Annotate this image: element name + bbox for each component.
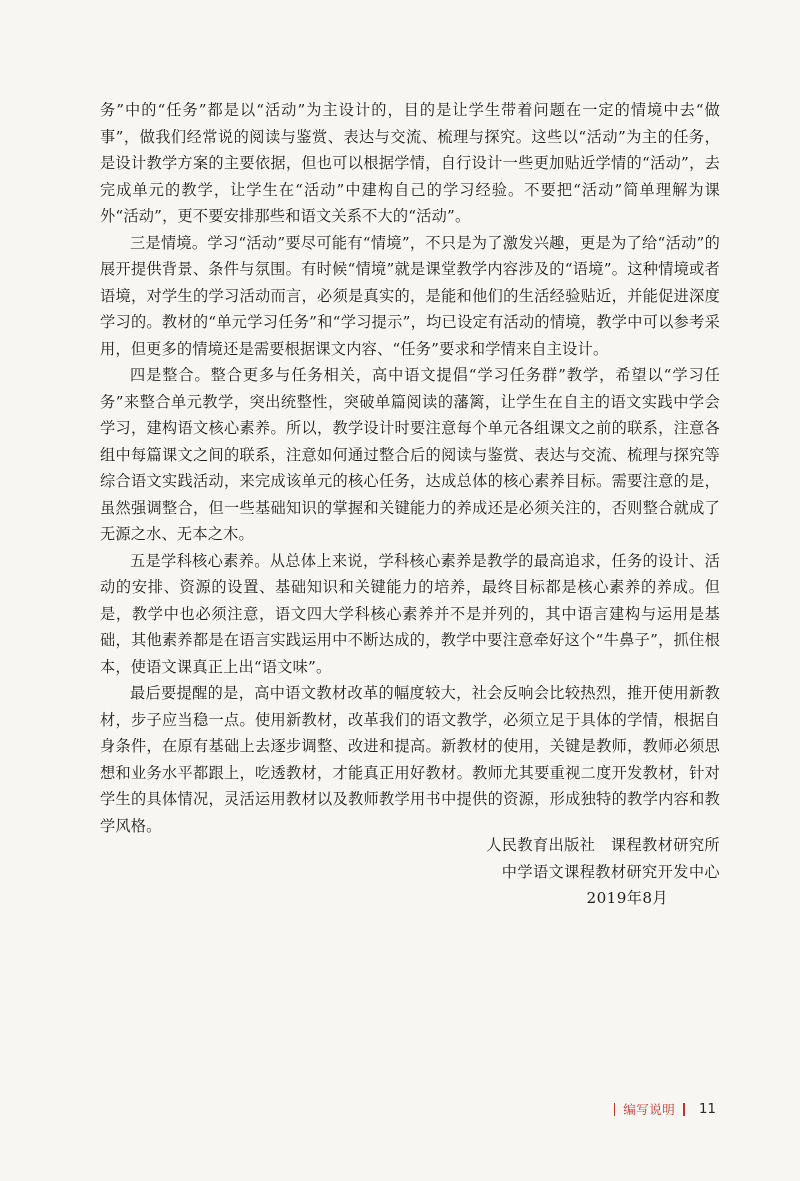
- body-text: [100, 97, 720, 839]
- page-number: 11: [698, 1101, 716, 1117]
- footer-divider-left: [614, 1103, 616, 1116]
- signature-block: [470, 832, 720, 912]
- paragraph-continued: 务”中的“任务”都是以“活动”为主设计的，目的是让学生带着问题在一定的情境中去“做事”，做我们经常说的阅读与鉴赏、表达与交流、梳理与探究。这些以“活动”为主的任务，是设计教学方案的主要依据，但也可以根据学情，自行设计一些更加贴近学情的“活动”，去完成单元的教学，让学生在“活动”中建构自己的学习经验。不要把“活动”简单理解为课外“活动”，更不要安排那些和语文关系不大的“活动”。: [100, 101, 720, 225]
- page-footer: [614, 1098, 716, 1120]
- paragraph-integration: 四是整合。整合更多与任务相关，高中语文提倡“学习任务群”教学，希望以“学习任务”来整合单元教学，突出统整性，突破单篇阅读的藩篱，让学生在自主的语文实践中学会学习，建构语文核心素养。所以，教学设计时要注意每个单元各组课文之前的联系，注意各组中每篇课文之间的联系，注意如何通过整合后的阅读与鉴赏、表达与交流、梳理与探究等综合语文实践活动，来完成该单元的核心任务，达成总体的核心素养目标。需要注意的是，虽然强调整合，但一些基础知识的掌握和关键能力的养成还是必须关注的，否则整合就成了无源之水、无本之木。: [100, 366, 720, 543]
- footer-section-title: 编写说明: [623, 1102, 676, 1117]
- paragraph-situation: 三是情境。学习“活动”要尽可能有“情境”，不只是为了激发兴趣，更是为了给“活动”的展开提供背景、条件与氛围。有时候“情境”就是课堂教学内容涉及的“语境”。这种情境或者语境，对学生的学习活动而言，必须是真实的，是能和他们的生活经验贴近，并能促进深度学习的。教材的“单元学习任务”和“学习提示”，均已设定有活动的情境，教学中可以参考采用，但更多的情境还是需要根据课文内容、“任务”要求和学情来自主设计。: [100, 233, 720, 358]
- footer-divider-right: [683, 1103, 685, 1116]
- paragraph-closing: 最后要提醒的是，高中语文教材改革的幅度较大，社会反响会比较热烈，推开使用新教材，步子应当稳一点。使用新教材，改革我们的语文教学，必须立足于具体的学情，根据自身条件，在原有基础上去逐步调整、改进和提高。新教材的使用，关键是教师，教师必须思想和业务水平都跟上，吃透教材，才能真正用好教材。教师尤其要重视二度开发教材，针对学生的具体情况，灵活运用教材以及教师教学用书中提供的资源，形成独特的教学内容和教学风格。: [100, 684, 720, 835]
- signature-date: 2019年8月: [586, 889, 668, 907]
- paragraph-core-literacy: 五是学科核心素养。从总体上来说，学科核心素养是教学的最高追求，任务的设计、活动的安排、资源的设置、基础知识和关键能力的培养，最终目标都是核心素养的养成。但是，教学中也必须注意，语文四大学科核心素养并不是并列的，其中语言建构与运用是基础，其他素养都是在语言实践运用中不断达成的，教学中要注意牵好这个“牛鼻子”，抓住根本，使语文课真正上出“语文味”。: [100, 551, 720, 676]
- signature-publisher: 人民教育出版社 课程教材研究所: [486, 836, 720, 854]
- signature-center: 中学语文课程教材研究开发中心: [501, 862, 720, 881]
